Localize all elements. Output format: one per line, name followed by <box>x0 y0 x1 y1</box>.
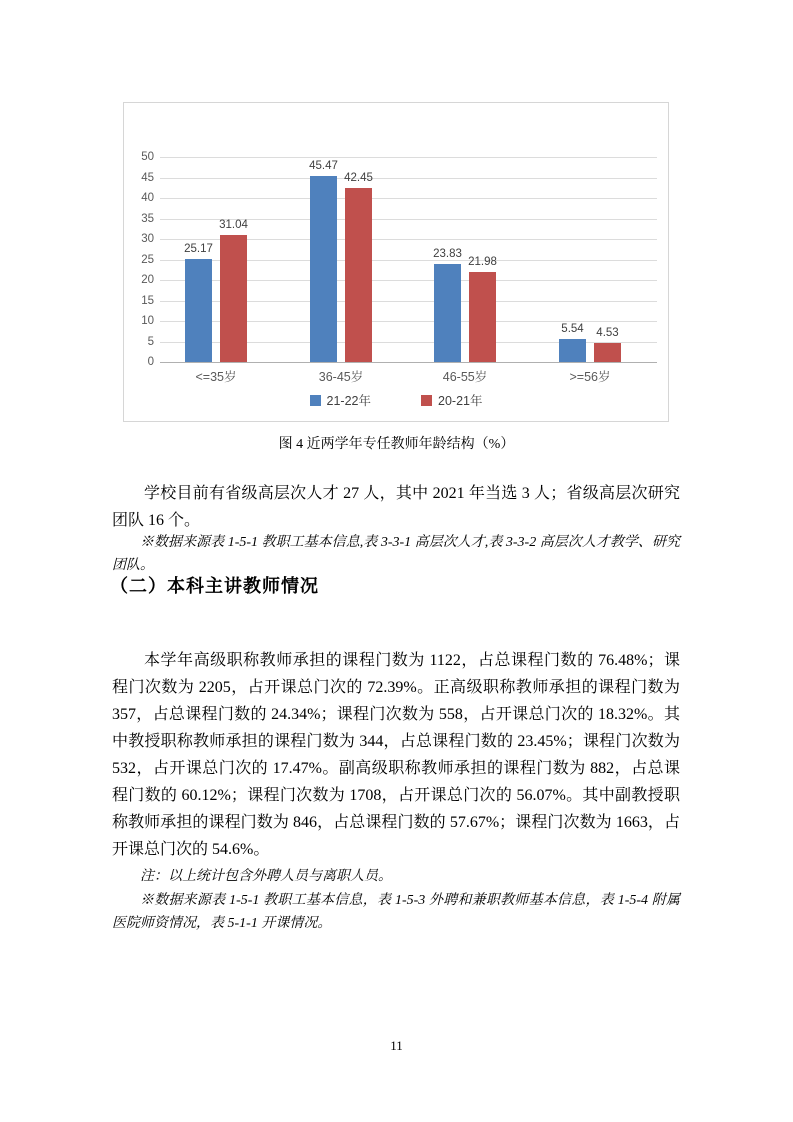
chart-bar <box>559 339 586 362</box>
legend-item <box>310 391 371 409</box>
y-axis-tick-label: 10 <box>141 315 154 327</box>
y-axis-tick-label: 0 <box>147 356 154 368</box>
bar-value-label: 25.17 <box>184 242 213 255</box>
y-axis-tick-label: 50 <box>141 151 154 163</box>
category-label: <=35岁 <box>195 370 237 384</box>
statistics-note: 注：以上统计包含外聘人员与离职人员。 <box>140 869 392 884</box>
legend-label: 20-21年 <box>438 394 483 408</box>
main-paragraph: 本学年高级职称教师承担的课程门数为 1122，占总课程门数的 76.48%；课程门次数为 2205，占开课总门次的 72.39%。正高级职称教师承担的课程门数为 357，占总课程门数的 24.34%；课程门次数为 558，占开课总门次的 18.32%。其中教授职称教师承担的课程门数为 344，占总课程门数的 23.45%；课程门次数为 532，占开课总门次的 17.47%。副高级职称教师承担的课程门数为 882，占总课程门数的 60.12%；课程门次数为 1708，占开课总门次的 56.07%。其中副教授职称教师承担的课程门数为 846，占总课程门数的 57.67%；课程门次数为 1663，占开课总门次的 54.6%。 <box>112 652 680 858</box>
figure-caption: 图 4 近两学年专任教师年龄结构（%） <box>278 437 515 452</box>
y-axis-tick-label: 45 <box>141 171 154 184</box>
talent-source-note: ※数据来源表 1-5-1 教职工基本信息,表 3-3-1 高层次人才,表 3-3-2 高层次人才教学、研究团队。 <box>112 535 680 573</box>
y-axis-tick-label: 40 <box>141 192 154 204</box>
bar-value-label: 31.04 <box>219 218 248 231</box>
category-label: >=56岁 <box>569 370 611 384</box>
chart-plot-area <box>124 103 668 421</box>
bar-value-label: 42.45 <box>344 171 373 184</box>
x-axis-line <box>160 362 657 363</box>
y-axis-tick-label: 20 <box>141 274 154 286</box>
y-axis-tick-label: 25 <box>141 253 154 266</box>
gridline <box>160 178 657 179</box>
bar-value-label: 23.83 <box>433 248 462 261</box>
chart-bar <box>594 343 621 362</box>
legend-item <box>421 391 482 409</box>
category-label: 46-55岁 <box>442 370 488 384</box>
bar-value-label: 4.53 <box>596 327 619 340</box>
y-axis-tick-label: 5 <box>147 335 154 348</box>
bar-value-label: 21.98 <box>468 255 497 268</box>
page-number: 11 <box>390 1038 403 1053</box>
gridline <box>160 198 657 199</box>
chart-legend <box>124 391 668 409</box>
y-axis-tick-label: 30 <box>141 233 154 245</box>
y-axis-tick-label: 35 <box>141 212 154 225</box>
legend-color-swatch <box>310 395 321 406</box>
section-heading: （二）本科主讲教师情况 <box>110 576 319 596</box>
chart-bar <box>469 272 496 362</box>
chart-bar <box>185 259 212 362</box>
talent-paragraph: 学校目前有省级高层次人才 27 人，其中 2021 年当选 3 人；省级高层次研究团队 16 个。 <box>112 485 680 529</box>
bar-value-label: 45.47 <box>309 159 338 172</box>
legend-color-swatch <box>421 395 432 406</box>
age-structure-bar-chart <box>123 102 669 422</box>
legend-label: 21-22年 <box>326 394 371 408</box>
chart-bar <box>310 176 337 362</box>
gridline <box>160 157 657 158</box>
chart-bar <box>345 188 372 362</box>
bar-value-label: 5.54 <box>561 323 584 336</box>
chart-bar <box>220 235 247 362</box>
y-axis-tick-label: 15 <box>141 294 154 307</box>
data-source-note: ※数据来源表 1-5-1 教职工基本信息，表 1-5-3 外聘和兼职教师基本信息，表 1-5-4 附属医院师资情况，表 5-1-1 开课情况。 <box>112 893 680 931</box>
chart-bar <box>434 264 461 362</box>
category-label: 36-45岁 <box>318 370 364 384</box>
